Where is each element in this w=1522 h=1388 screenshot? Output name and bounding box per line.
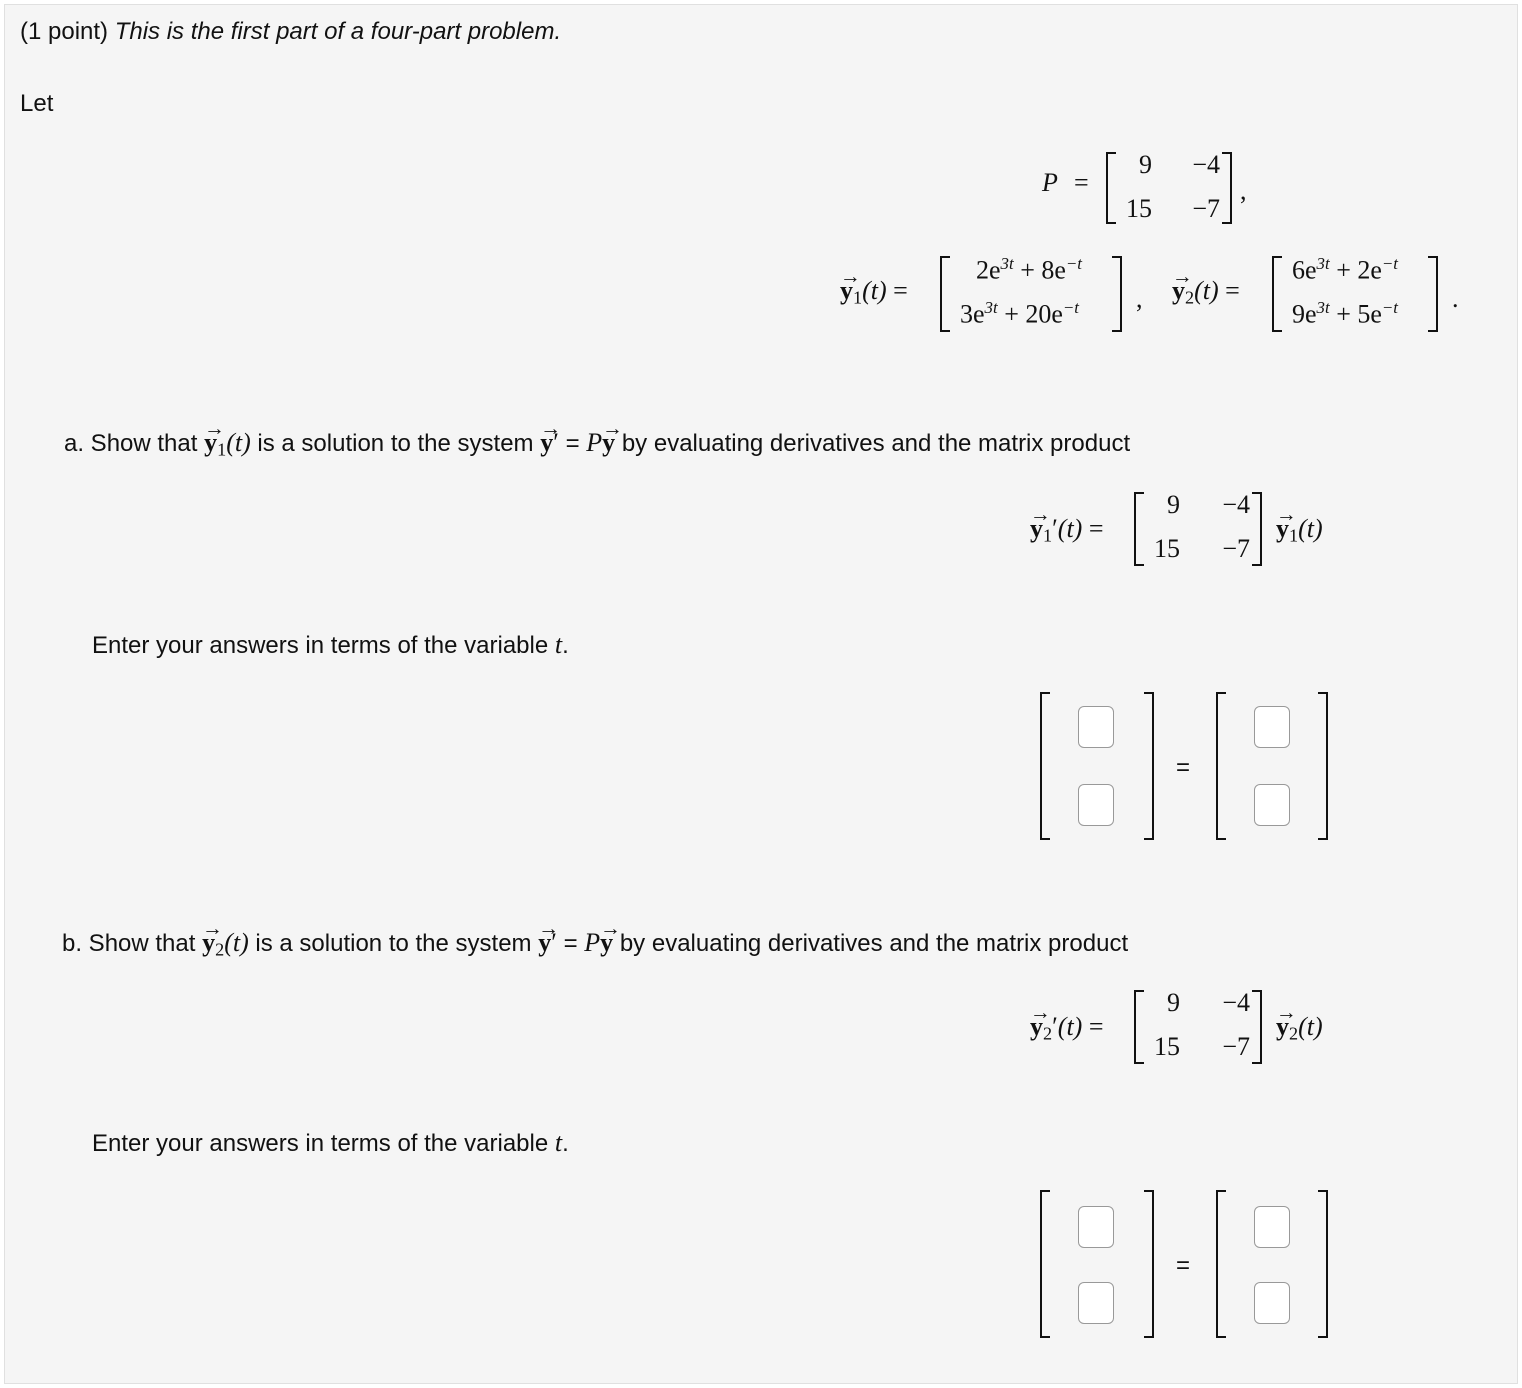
y1-label: → $y_1(t)$ =	[840, 276, 908, 309]
matrix-p-a11: 9	[1139, 150, 1152, 179]
part-b-matrix-a12: −4	[1222, 988, 1250, 1017]
part-a-answer-equals: =	[1176, 754, 1191, 781]
part-a-right-vector-right-bracket	[1318, 692, 1328, 840]
y2-label: → $y_2(t)$ =	[1172, 276, 1240, 309]
part-b-derivative-label: → $y_2'(t)$ =	[1030, 1012, 1104, 1045]
matrix-p-comma: ,	[1240, 176, 1247, 205]
part-b-matrix-a22: −7	[1222, 1032, 1250, 1061]
part-a-instruction: Enter your answers in terms of the variable t.	[92, 630, 569, 659]
y1-row1: $2e^{3t} + 8e^{-t}$	[976, 254, 1082, 285]
part-b-right-answer-2[interactable]	[1254, 1282, 1290, 1324]
part-b-instruction: Enter your answers in terms of the variable t.	[92, 1128, 569, 1157]
part-a-left-answer-2[interactable]	[1078, 784, 1114, 826]
part-a-derivative-label: → $y_1'(t)$ =	[1030, 514, 1104, 547]
y1-right-bracket	[1112, 256, 1122, 332]
part-b-y2-factor: → $y_2(t)$	[1276, 1012, 1323, 1045]
part-a-matrix-a11: 9	[1167, 490, 1180, 519]
matrix-p-a21: 15	[1126, 194, 1152, 223]
matrix-p-a22: −7	[1192, 194, 1220, 223]
part-b-matrix-a11: 9	[1167, 988, 1180, 1017]
matrix-p-label: P	[1042, 168, 1058, 197]
part-a-y1-factor: → $y_1(t)$	[1276, 514, 1323, 547]
part-a-matrix-a22: −7	[1222, 534, 1250, 563]
points-label: (1 point)	[20, 18, 109, 45]
part-a-right-answer-1[interactable]	[1254, 706, 1290, 748]
y1-row2: $3e^{3t} + 20e^{-t}$	[960, 298, 1079, 329]
y1-comma: ,	[1136, 284, 1143, 313]
part-a-right-answer-2[interactable]	[1254, 784, 1290, 826]
part-a-right-vector-left-bracket	[1216, 692, 1226, 840]
y2-row2: $9e^{3t} + 5e^{-t}$	[1292, 298, 1398, 329]
y2-left-bracket	[1272, 256, 1282, 332]
problem-panel	[4, 4, 1518, 1384]
part-b-left-answer-1[interactable]	[1078, 1206, 1114, 1248]
y2-period: .	[1452, 284, 1459, 313]
part-b-left-vector-right-bracket	[1144, 1190, 1154, 1338]
part-b-left-vector-left-bracket	[1040, 1190, 1050, 1338]
part-a-statement: a. Show that → $y_1(t)$ is a solution to the system → y′ = P→ y by evaluating derivatives and the matrix product	[64, 428, 1130, 461]
y2-row1: $6e^{3t} + 2e^{-t}$	[1292, 254, 1398, 285]
intro-text: This is the first part of a four-part problem.	[114, 18, 562, 45]
part-b-matrix-a21: 15	[1154, 1032, 1180, 1061]
let-label: Let	[20, 90, 54, 117]
part-a-matrix-a12: −4	[1222, 490, 1250, 519]
part-a-left-answer-1[interactable]	[1078, 706, 1114, 748]
part-a-left-vector-right-bracket	[1144, 692, 1154, 840]
part-b-right-answer-1[interactable]	[1254, 1206, 1290, 1248]
part-b-left-answer-2[interactable]	[1078, 1282, 1114, 1324]
part-a-matrix-a21: 15	[1154, 534, 1180, 563]
part-b-right-vector-right-bracket	[1318, 1190, 1328, 1338]
y1-left-bracket	[940, 256, 950, 332]
problem-header	[20, 18, 561, 46]
matrix-p-equals: =	[1074, 168, 1089, 197]
part-a-matrix-right-bracket	[1252, 492, 1262, 566]
y2-right-bracket	[1428, 256, 1438, 332]
matrix-p-left-bracket	[1106, 152, 1116, 224]
part-a-left-vector-left-bracket	[1040, 692, 1050, 840]
matrix-p-right-bracket	[1222, 152, 1232, 224]
part-b-statement: b. Show that → $y_2(t)$ is a solution to the system → y′ = P→ y by evaluating derivatives and the matrix product	[62, 928, 1128, 961]
part-b-answer-equals: =	[1176, 1252, 1191, 1279]
matrix-p-a12: −4	[1192, 150, 1220, 179]
part-a-matrix-left-bracket	[1134, 492, 1144, 566]
part-b-matrix-right-bracket	[1252, 990, 1262, 1064]
part-b-matrix-left-bracket	[1134, 990, 1144, 1064]
part-b-right-vector-left-bracket	[1216, 1190, 1226, 1338]
